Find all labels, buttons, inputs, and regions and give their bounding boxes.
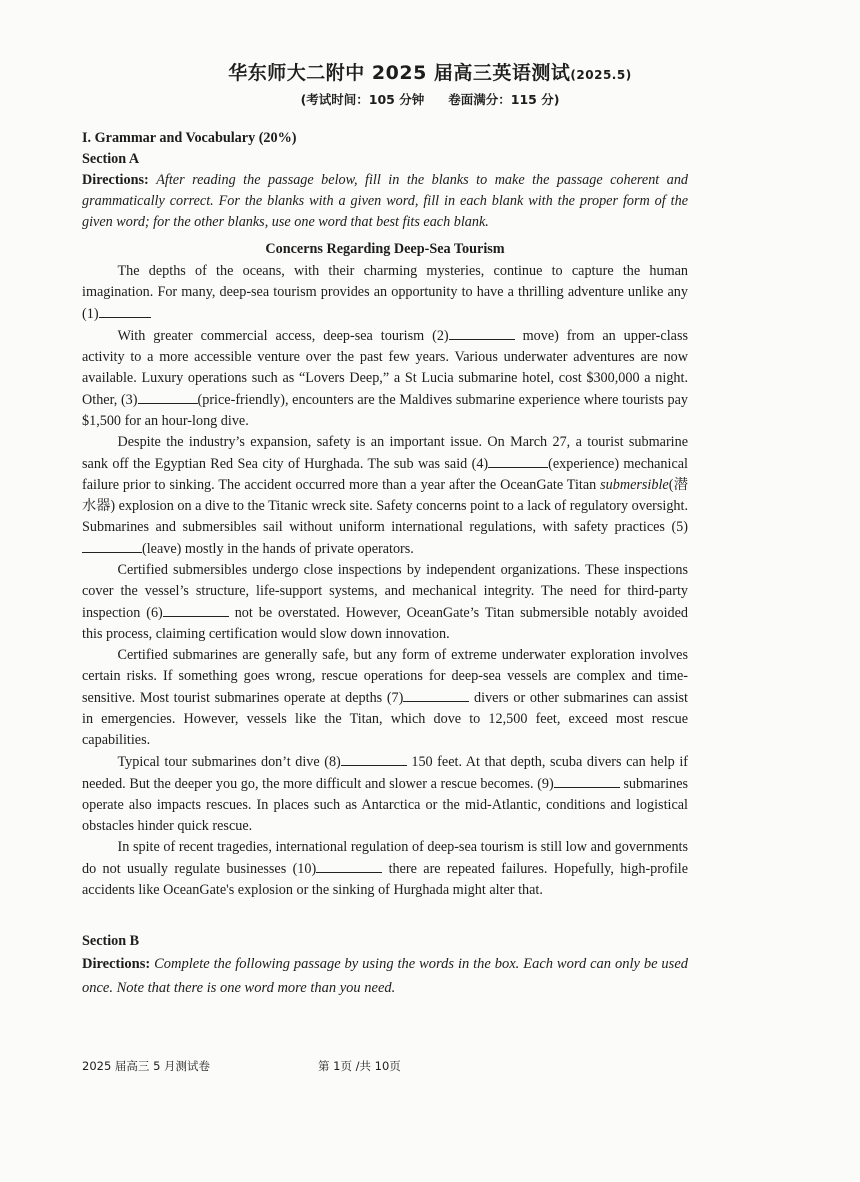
directions-text: After reading the passage below, fill in the blanks to make the passage coherent and grammatically correct. For the blanks with a given word, fill in each blank with the proper form of the given word; for the other blanks, use one word that best fits each blank. [82, 172, 689, 230]
paragraph-text: Certified submersibles undergo close inspections by independent organizations. These inspections cover the vessel’s structure, life-support systems, and mechanical integrity. The need for third-party inspection (6) [82, 562, 688, 621]
paragraph-text: With greater commercial access, deep-sea tourism (2) [117, 328, 449, 344]
part-heading: I. Grammar and Vocabulary (20%) [82, 130, 297, 146]
directions-text: Complete the following passage by using the words in the box. Each word can only be used once. Note that there is one word more than you need. [82, 956, 689, 996]
section-b-directions [82, 952, 688, 1000]
blank-2[interactable] [449, 325, 515, 340]
paragraph-text: (leave) mostly in the hands of private operators. [142, 541, 414, 557]
blank-9[interactable] [554, 773, 620, 788]
blank-4[interactable] [488, 453, 548, 468]
paragraph-3 [82, 432, 688, 560]
directions-label: Directions: [82, 956, 151, 972]
paragraph-text: Typical tour submarines don’t dive (8) [117, 754, 341, 770]
blank-10[interactable] [316, 858, 382, 873]
blank-1[interactable] [99, 303, 151, 318]
paragraph-2 [82, 325, 688, 432]
exam-title [0, 58, 860, 85]
paragraph-4 [82, 560, 688, 645]
paragraph-text: Despite the industry’s expansion, safety is an important issue. On March 27, a tourist submarine sank off the Egyptian Red Sea city of Hurghada. The sub was said (4) [82, 434, 688, 472]
paragraph-6 [82, 751, 688, 837]
paragraph-5 [82, 645, 688, 751]
paragraph-text: submarines operate also impacts rescues. In places such as Antarctica or the mid-Atlantic, conditions and logistical obstacles hinder quick rescue. [82, 776, 689, 834]
title-text: 华东师大二附中 2025 届高三英语测试 [228, 62, 571, 84]
blank-6[interactable] [163, 602, 229, 617]
title-date: (2025.5) [570, 68, 632, 82]
content [82, 128, 688, 1000]
paragraph-7 [82, 837, 688, 901]
paragraph-text: Certified submarines are generally safe, but any form of extreme underwater exploration involves certain risks. If something goes wrong, rescue operations for deep-sea vessels are complex and time-sensitive. Most tourist submarines operate at depths (7) [82, 647, 688, 706]
blank-7[interactable] [403, 687, 469, 702]
passage-title: Concerns Regarding Deep-Sea Tourism [265, 241, 505, 257]
paragraph-text: divers or other submarines can assist in emergencies. However, vessels like the Titan, which dove to 12,500 feet, exceed most rescue capabilities. [82, 690, 688, 748]
footer-exam-name: 2025 届高三 5 月测试卷 [82, 1059, 211, 1073]
paragraph-text: (price-friendly), encounters are the Maldives submarine experience where tourists pay $1,500 for an hour-long dive. [82, 392, 688, 429]
paragraph-text: 150 feet. At that depth, scuba divers can help if needed. But the deeper you go, the more difficult and slower a rescue becomes. (9) [82, 754, 688, 792]
italic-term: submersible [600, 477, 669, 493]
paragraph-text: (experience) mechanical failure prior to sinking. The accident occurred more than a year after the OceanGate Titan [82, 456, 688, 493]
paragraph-text: there are repeated failures. Hopefully, high-profile accidents like OceanGate's explosion or the sinking of Hurghada might alter that. [82, 861, 688, 898]
paragraph-text: The depths of the oceans, with their charming mysteries, continue to capture the human imagination. For many, deep-sea tourism provides an opportunity to have a thrilling adventure unlike any (1) [82, 263, 688, 322]
blank-5[interactable] [82, 538, 142, 553]
blank-8[interactable] [341, 751, 407, 766]
section-b [82, 931, 688, 1000]
section-b-label: Section B [82, 933, 140, 949]
paragraph-1 [82, 261, 688, 325]
exam-time: (考试时间：105 分钟 [300, 92, 425, 107]
directions-label: Directions: [82, 172, 149, 188]
exam-score: 卷面满分：115 分) [448, 92, 560, 107]
page-footer [82, 1058, 688, 1074]
paragraph-text: move) from an upper-class activity to a more accessible venture over the past few years. Various underwater adventures are now available. Luxury operations such as “Lovers Deep,” a St Lucia submarine hotel, cost $300,000 a night. Other, (3) [82, 328, 688, 408]
paragraph-text: (潜水器) explosion on a dive to the Titanic wreck site. Safety concerns point to a lack of regulatory oversight. Submarines and submersibles sail without uniform international regulations, with safety practices (5) [82, 477, 688, 535]
exam-subtitle [0, 90, 860, 108]
paragraph-text: In spite of recent tragedies, international regulation of deep-sea tourism is still low and governments do not usually regulate businesses (10) [82, 839, 688, 877]
footer-page-number: 第 1页 /共 10页 [318, 1059, 401, 1073]
paragraph-text: not be overstated. However, OceanGate’s Titan submersible notably avoided this process, claiming certification would slow down innovation. [82, 605, 689, 642]
section-a-label: Section A [82, 151, 140, 167]
section-a-directions [82, 170, 688, 233]
blank-3[interactable] [138, 389, 198, 404]
